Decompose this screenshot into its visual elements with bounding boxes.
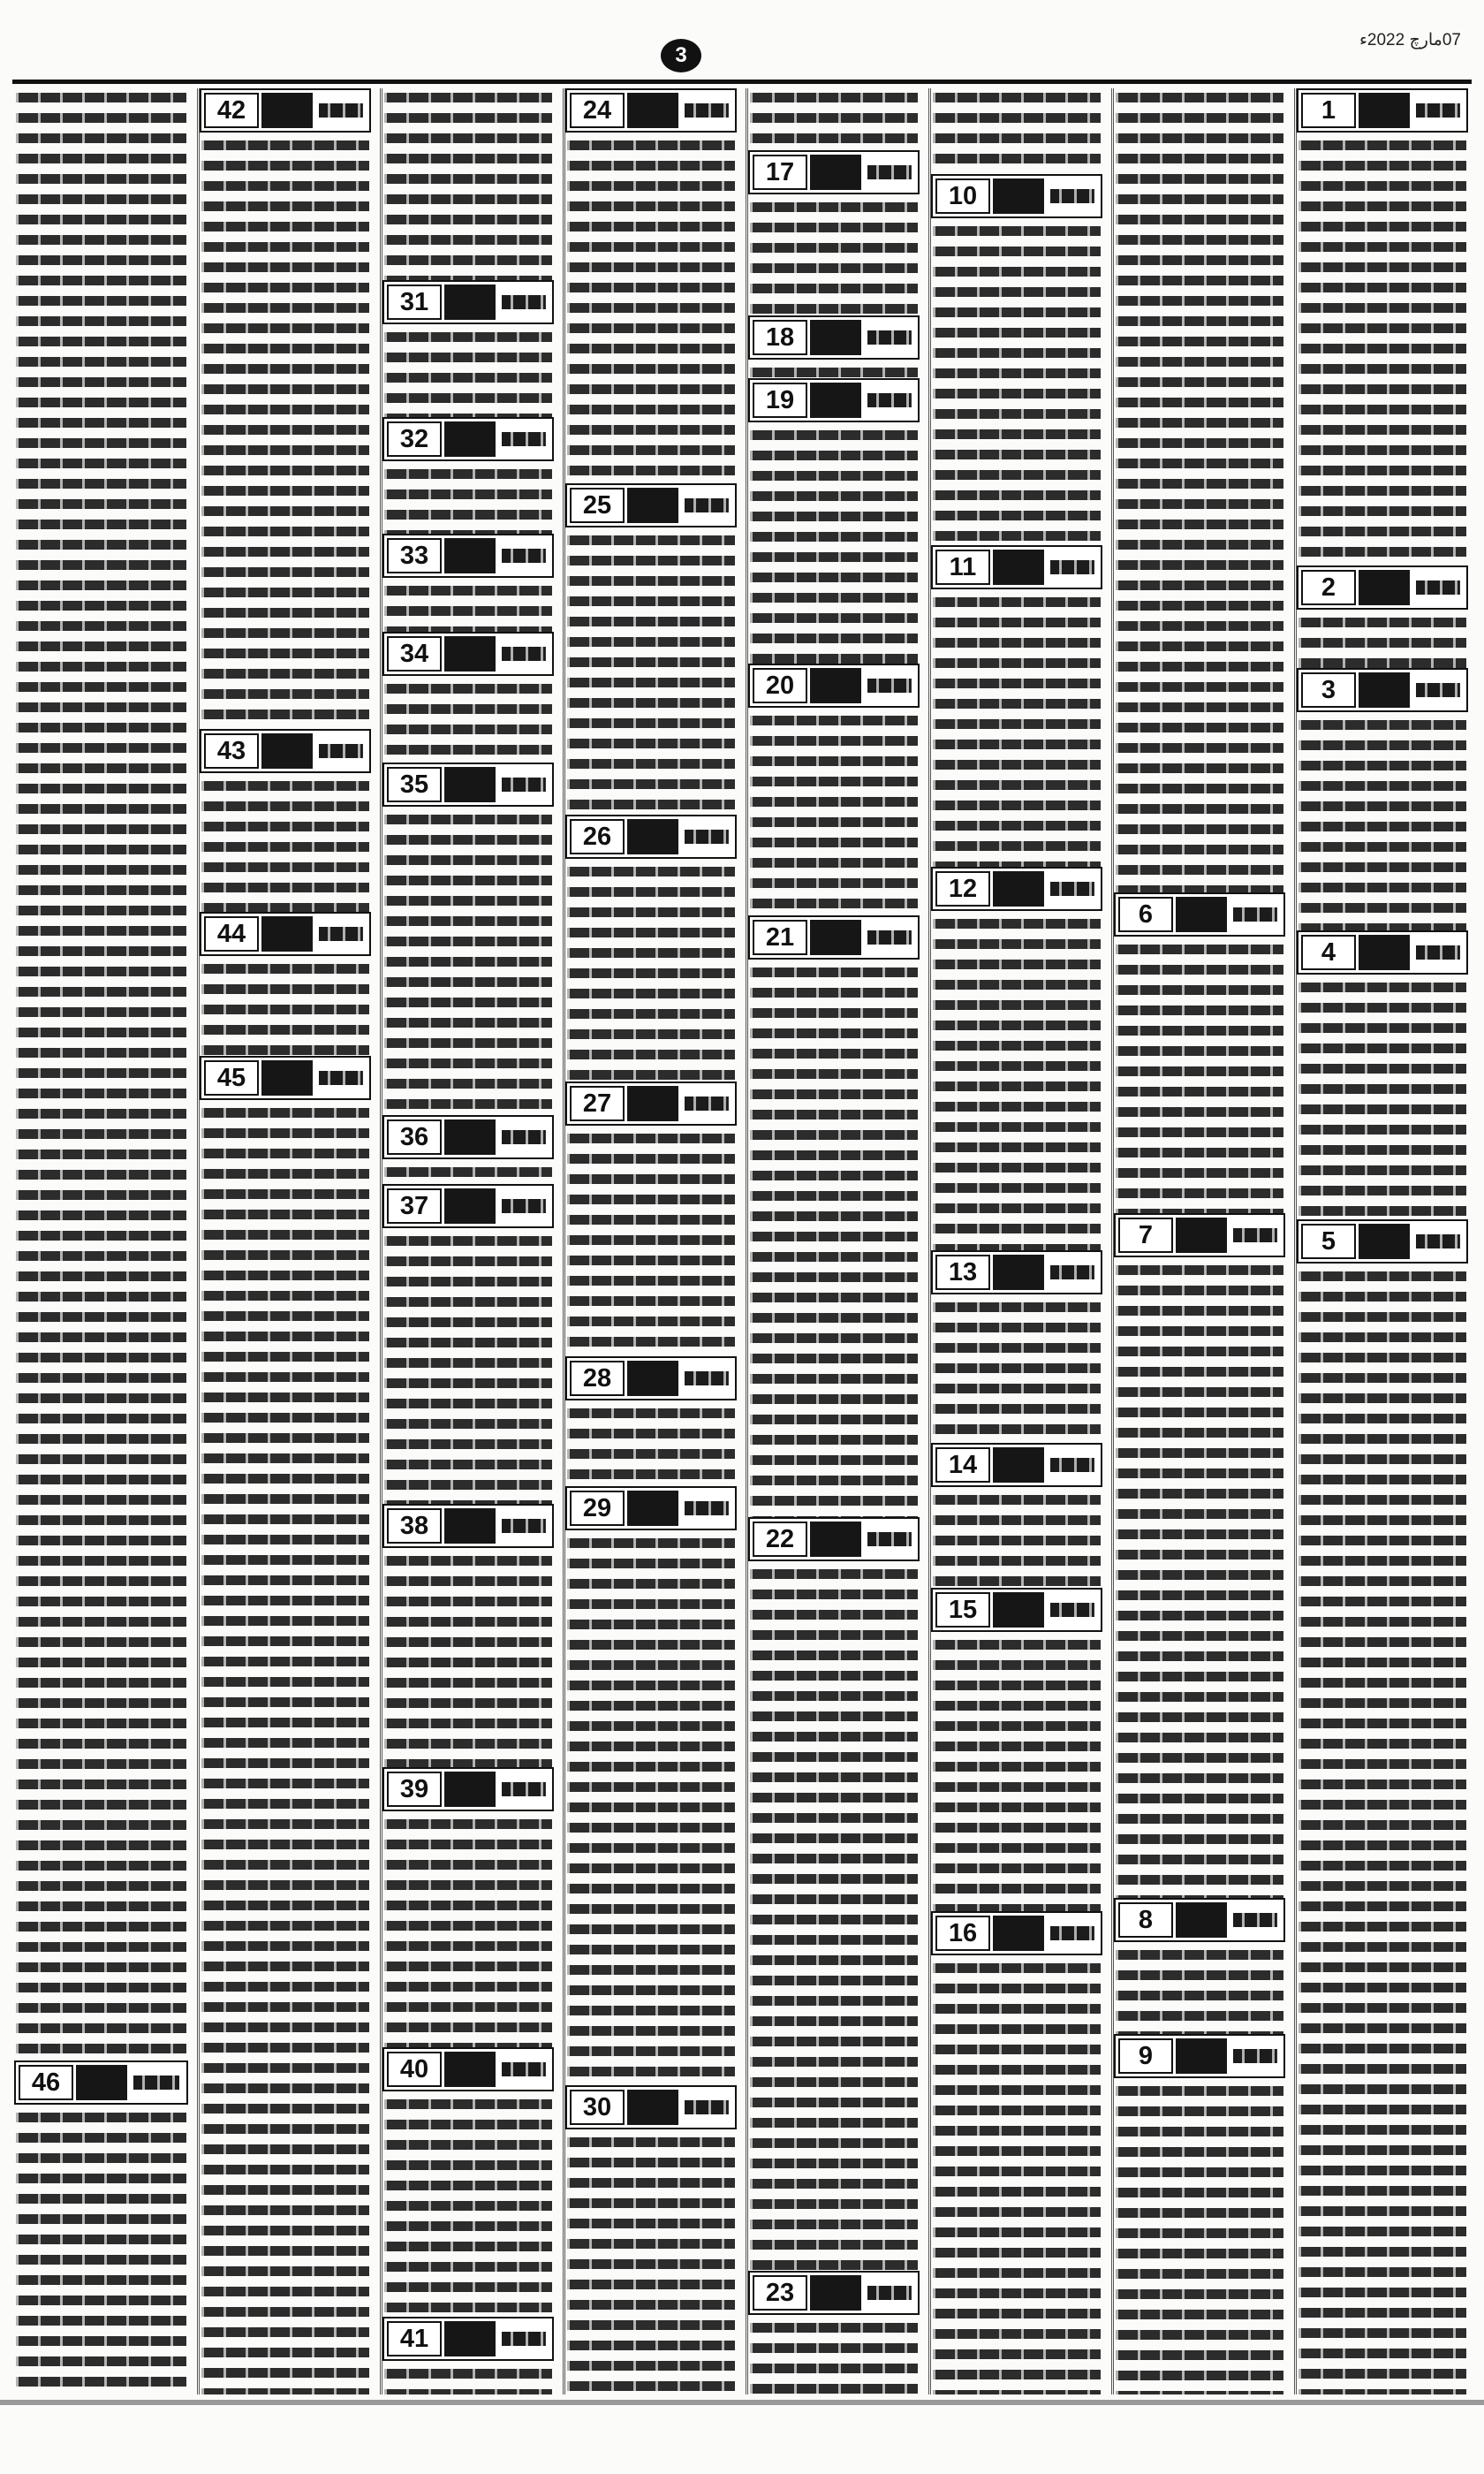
continuation-header-16: [931, 1911, 1102, 1955]
article-text: [384, 1552, 552, 1767]
continuation-number: 23: [753, 2275, 807, 2311]
continuation-header-14: [931, 1443, 1102, 1487]
header-black-box-icon: [993, 1447, 1044, 1483]
header-black-box-icon: [261, 1060, 313, 1096]
header-black-box-icon: [1359, 93, 1410, 128]
continuation-header-25: [565, 483, 737, 527]
continuation-label: [678, 1083, 735, 1124]
article-text: [933, 1959, 1101, 2394]
continuation-number: 42: [204, 93, 259, 128]
continuation-number: 45: [204, 1060, 259, 1096]
header-black-box-icon: [1359, 570, 1410, 605]
article-text: [201, 136, 369, 729]
continuation-number: 24: [570, 93, 625, 128]
continuation-header-7: [1114, 1213, 1285, 1257]
continuation-number: 8: [1118, 1902, 1173, 1938]
article-text: [567, 136, 735, 483]
continuation-label: [861, 1519, 918, 1560]
continuation-header-43: [200, 729, 371, 773]
continuation-label: [496, 419, 552, 459]
article-text: [384, 1163, 552, 1184]
header-black-box-icon: [444, 1772, 496, 1807]
continuation-number: 25: [570, 488, 625, 523]
continuation-label: [1410, 1221, 1466, 1262]
article-text: [384, 810, 552, 1115]
continuation-label: [496, 1186, 552, 1226]
article-text: [750, 711, 918, 915]
header-black-box-icon: [993, 1916, 1044, 1951]
continuation-number: 10: [935, 178, 990, 214]
header-black-box-icon: [444, 2321, 496, 2356]
article-text: [567, 1129, 735, 1356]
continuation-label: [678, 485, 735, 526]
continuation-header-33: [382, 534, 554, 578]
header-black-box-icon: [810, 155, 861, 190]
continuation-label: [496, 282, 552, 323]
column-7: [1111, 88, 1287, 2394]
continuation-header-46: [14, 2060, 188, 2105]
continuation-number: 14: [935, 1447, 990, 1483]
continuation-header-42: [200, 88, 371, 133]
continuation-label: [496, 1769, 552, 1810]
article-text: [384, 465, 552, 534]
article-text: [1298, 613, 1466, 668]
continuation-label: [1227, 894, 1283, 935]
continuation-label: [861, 380, 918, 421]
header-black-box-icon: [627, 1086, 678, 1121]
continuation-header-22: [748, 1517, 920, 1561]
article-text: [750, 963, 918, 1517]
continuation-number: 40: [387, 2052, 442, 2087]
continuation-number: 5: [1301, 1224, 1356, 1259]
continuation-header-44: [200, 912, 371, 956]
continuation-label: [313, 1058, 369, 1098]
article-text: [384, 328, 552, 417]
continuation-label: [861, 665, 918, 706]
article-text: [1116, 88, 1283, 892]
header-black-box-icon: [993, 1592, 1044, 1628]
article-text: [201, 1104, 369, 2394]
continuation-header-40: [382, 2047, 554, 2091]
continuation-number: 29: [570, 1491, 625, 1526]
header-black-box-icon: [444, 421, 496, 457]
header-black-box-icon: [1176, 1902, 1227, 1938]
header-black-box-icon: [444, 1188, 496, 1224]
continuation-number: 43: [204, 733, 259, 769]
article-text: [750, 198, 918, 315]
article-text: [567, 1534, 735, 2085]
continuation-number: 31: [387, 285, 442, 320]
continuation-header-6: [1114, 892, 1285, 937]
header-black-box-icon: [444, 285, 496, 320]
column-3: [380, 88, 556, 2394]
header-black-box-icon: [1176, 1218, 1227, 1253]
continuation-number: 32: [387, 421, 442, 457]
continuation-label: [678, 2087, 735, 2128]
continuation-label: [496, 2049, 552, 2090]
continuation-label: [1410, 670, 1466, 710]
article-text: [1116, 1946, 1283, 2034]
article-text: [384, 1815, 552, 2047]
continuation-header-30: [565, 2085, 737, 2129]
continuation-number: 34: [387, 636, 442, 672]
continuation-label: [1044, 1445, 1101, 1485]
continuation-number: 7: [1118, 1218, 1173, 1253]
continuation-label: [678, 90, 735, 131]
continuation-label: [496, 1117, 552, 1157]
continuation-header-15: [931, 1588, 1102, 1632]
continuation-number: 33: [387, 538, 442, 573]
continuation-label: [496, 1506, 552, 1546]
continuation-number: 17: [753, 155, 807, 190]
continuation-header-38: [382, 1504, 554, 1548]
article-text: [750, 363, 918, 378]
page-date: 07مارچ 2022ء: [1359, 31, 1461, 49]
header-black-box-icon: [444, 538, 496, 573]
continuation-label: [678, 816, 735, 857]
continuation-number: 38: [387, 1508, 442, 1544]
article-text: [933, 914, 1101, 1250]
continuation-label: [1227, 2036, 1283, 2076]
continuation-header-41: [382, 2317, 554, 2361]
column-5: [746, 88, 921, 2394]
continuation-number: 18: [753, 320, 807, 355]
article-text: [933, 1491, 1101, 1588]
continuation-number: 22: [753, 1522, 807, 1557]
continuation-header-29: [565, 1486, 737, 1530]
continuation-number: 1: [1301, 93, 1356, 128]
article-text: [1298, 716, 1466, 930]
continuation-header-12: [931, 867, 1102, 911]
continuation-number: 26: [570, 819, 625, 854]
article-text: [933, 88, 1101, 174]
article-text: [1298, 136, 1466, 565]
continuation-number: 15: [935, 1592, 990, 1628]
continuation-number: 28: [570, 1361, 625, 1396]
header-black-box-icon: [627, 2090, 678, 2125]
columns: [14, 88, 1470, 2394]
continuation-label: [313, 90, 369, 131]
article-text: [750, 2318, 918, 2394]
header-black-box-icon: [76, 2065, 127, 2100]
header-black-box-icon: [1176, 2038, 1227, 2074]
article-text: [384, 679, 552, 763]
header-black-box-icon: [1359, 672, 1410, 708]
article-text: [1116, 1261, 1283, 1898]
continuation-header-32: [382, 417, 554, 461]
article-text: [933, 222, 1101, 545]
article-text: [750, 426, 918, 664]
header-black-box-icon: [993, 550, 1044, 585]
continuation-label: [1044, 1252, 1101, 1293]
continuation-header-45: [200, 1056, 371, 1100]
header-black-box-icon: [627, 1491, 678, 1526]
article-text: [384, 2095, 552, 2317]
continuation-number: 6: [1118, 897, 1173, 932]
article-text: [201, 960, 369, 1056]
continuation-label: [1410, 567, 1466, 608]
continuation-header-28: [565, 1356, 737, 1400]
continuation-header-37: [382, 1184, 554, 1228]
article-text: [567, 2133, 735, 2394]
continuation-number: 9: [1118, 2038, 1173, 2074]
header-black-box-icon: [810, 920, 861, 955]
article-text: [384, 2364, 552, 2394]
header-black-box-icon: [444, 1119, 496, 1155]
article-text: [384, 1232, 552, 1504]
header-black-box-icon: [810, 1522, 861, 1557]
continuation-label: [1410, 90, 1466, 131]
continuation-number: 16: [935, 1916, 990, 1951]
article-text: [933, 1298, 1101, 1443]
column-2: [197, 88, 373, 2394]
header-black-box-icon: [627, 488, 678, 523]
continuation-number: 12: [935, 871, 990, 907]
column-4: [563, 88, 738, 2394]
header-black-box-icon: [444, 2052, 496, 2087]
column-1: [14, 88, 190, 2394]
continuation-header-27: [565, 1081, 737, 1126]
article-text: [1116, 940, 1283, 1213]
header-black-box-icon: [627, 1361, 678, 1396]
header-black-box-icon: [993, 178, 1044, 214]
continuation-label: [496, 764, 552, 805]
continuation-number: 37: [387, 1188, 442, 1224]
continuation-header-11: [931, 545, 1102, 589]
header-black-box-icon: [810, 383, 861, 418]
header-black-box-icon: [627, 819, 678, 854]
article-text: [16, 2108, 186, 2394]
continuation-number: 46: [19, 2065, 73, 2100]
continuation-header-26: [565, 815, 737, 859]
header-black-box-icon: [810, 320, 861, 355]
header-black-box-icon: [993, 871, 1044, 907]
continuation-number: 30: [570, 2090, 625, 2125]
header-black-box-icon: [444, 636, 496, 672]
article-text: [1298, 978, 1466, 1219]
continuation-number: 2: [1301, 570, 1356, 605]
continuation-header-21: [748, 915, 920, 960]
top-rule: [12, 80, 1472, 84]
column-8: [1294, 88, 1470, 2394]
continuation-header-20: [748, 664, 920, 708]
continuation-number: 39: [387, 1772, 442, 1807]
continuation-header-5: [1297, 1219, 1468, 1264]
article-text: [1116, 2082, 1283, 2394]
article-text: [201, 777, 369, 912]
article-text: [16, 88, 186, 2060]
continuation-number: 19: [753, 383, 807, 418]
continuation-label: [861, 317, 918, 358]
continuation-label: [496, 634, 552, 674]
continuation-header-9: [1114, 2034, 1285, 2078]
article-text: [750, 1565, 918, 2271]
article-text: [384, 581, 552, 632]
header-black-box-icon: [261, 733, 313, 769]
continuation-label: [861, 2273, 918, 2313]
continuation-number: 35: [387, 767, 442, 802]
continuation-header-23: [748, 2271, 920, 2315]
continuation-header-17: [748, 150, 920, 194]
continuation-label: [1227, 1900, 1283, 1940]
continuation-number: 3: [1301, 672, 1356, 708]
continuation-number: 20: [753, 668, 807, 703]
continuation-header-31: [382, 280, 554, 324]
continuation-label: [1044, 869, 1101, 909]
header-black-box-icon: [261, 93, 313, 128]
continuation-number: 11: [935, 550, 990, 585]
continuation-label: [1044, 176, 1101, 216]
continuation-label: [1410, 932, 1466, 973]
continuation-label: [313, 731, 369, 771]
continuation-label: [861, 917, 918, 958]
header-black-box-icon: [444, 1508, 496, 1544]
continuation-header-19: [748, 378, 920, 422]
continuation-header-36: [382, 1115, 554, 1159]
continuation-label: [1044, 547, 1101, 588]
article-text: [567, 862, 735, 1081]
continuation-label: [496, 2318, 552, 2359]
header-black-box-icon: [261, 916, 313, 952]
article-text: [933, 1635, 1101, 1911]
continuation-header-34: [382, 632, 554, 676]
continuation-number: 36: [387, 1119, 442, 1155]
bottom-rule: [0, 2400, 1484, 2405]
continuation-label: [678, 1358, 735, 1399]
article-text: [1298, 1267, 1466, 2394]
header-black-box-icon: [810, 2275, 861, 2311]
header-black-box-icon: [627, 93, 678, 128]
header-black-box-icon: [444, 767, 496, 802]
continuation-label: [1227, 1215, 1283, 1256]
continuation-number: 13: [935, 1255, 990, 1290]
continuation-header-3: [1297, 668, 1468, 712]
continuation-header-13: [931, 1250, 1102, 1294]
page-number-badge: 3: [661, 39, 701, 72]
article-text: [750, 88, 918, 150]
continuation-number: 21: [753, 920, 807, 955]
continuation-header-18: [748, 315, 920, 360]
continuation-label: [1044, 1590, 1101, 1630]
continuation-header-39: [382, 1767, 554, 1811]
continuation-number: 4: [1301, 935, 1356, 970]
header-black-box-icon: [810, 668, 861, 703]
article-text: [933, 593, 1101, 867]
continuation-header-24: [565, 88, 737, 133]
header-black-box-icon: [1176, 897, 1227, 932]
article-text: [567, 1404, 735, 1486]
article-text: [384, 88, 552, 280]
continuation-header-8: [1114, 1898, 1285, 1942]
continuation-header-1: [1297, 88, 1468, 133]
continuation-header-2: [1297, 565, 1468, 610]
continuation-label: [496, 535, 552, 576]
article-text: [567, 531, 735, 815]
continuation-label: [127, 2062, 186, 2103]
column-6: [928, 88, 1104, 2394]
continuation-header-4: [1297, 930, 1468, 975]
continuation-header-10: [931, 174, 1102, 218]
header-black-box-icon: [993, 1255, 1044, 1290]
continuation-label: [861, 152, 918, 193]
header-black-box-icon: [1359, 1224, 1410, 1259]
continuation-number: 41: [387, 2321, 442, 2356]
continuation-header-35: [382, 763, 554, 807]
continuation-number: 27: [570, 1086, 625, 1121]
continuation-label: [678, 1488, 735, 1529]
continuation-number: 44: [204, 916, 259, 952]
continuation-label: [1044, 1913, 1101, 1954]
header-black-box-icon: [1359, 935, 1410, 970]
continuation-label: [313, 914, 369, 954]
